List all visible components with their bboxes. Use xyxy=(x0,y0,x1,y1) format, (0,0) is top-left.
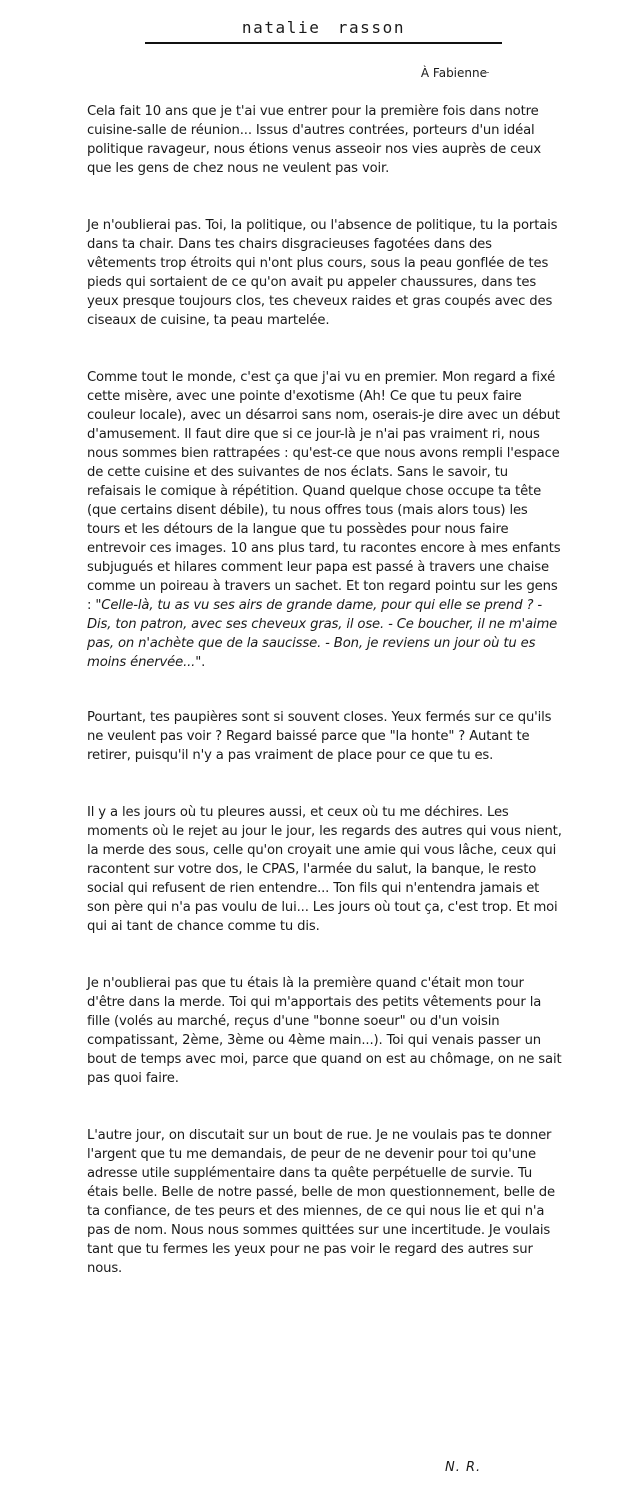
paragraph-7: L'autre jour, on discutait sur un bout de rue. Je ne voulais pas te donner l'argent que tu me demandais, de peur de ne devenir pour toi qu'une adresse utile supplémentaire dans ta quête perpétuelle de survie. Tu étais belle. Belle de notre passé, belle de mon questionnement, belle de ta confiance, de tes peurs et des miennes, de ce qui nous lie et qui n'a pas de nom. Nous nous sommes quittées sur une incertitude. Je voulais tant que tu fermes les yeux pour ne pas voir le regard des autres sur nous. xyxy=(87,1128,555,1276)
paragraph-3-text: Comme tout le monde, c'est ça que j'ai vu en premier. Mon regard a fixé cette misère, avec une pointe d'exotisme (Ah! Ce que tu peux faire couleur locale), avec un désarroi sans nom, oserais-je dire avec un début d'amusement. Il faut dire que si ce jour-là je n'ai pas vraiment ri, nous nous sommes bien rattrapées : qu'est-ce que nous avons rempli l'espace de cette cuisine et des suivantes de nos éclats. Sans le savoir, tu refaisais le comique à répétition. Quand quelque chose occupe ta tête (que certains disent débile), tu nous offres tous (mais alors tous) les tours et les détours de la langue que tu possèdes pour nous faire entrevoir ces images. 10 ans plus tard, tu racontes encore à mes enfants subjugués et hilares comment leur papa est passé à travers une chaise comme un poireau à travers un sachet. Et ton regard pointu sur les gens : xyxy=(87,370,561,613)
header-rule xyxy=(145,42,502,44)
article-body xyxy=(87,102,563,1316)
author-name: natalie rasson xyxy=(241,18,406,37)
dedication-mark xyxy=(483,72,489,73)
signature: N. R. xyxy=(445,1460,482,1475)
paragraph-5: Il y a les jours où tu pleures aussi, et ceux où tu me déchires. Les moments où le rejet au jour le jour, les regards des autres qui vous nient, la merde des sous, celle qu'on croyait une amie qui vous lâche, ceux qui racontent sur votre dos, le CPAS, l'armée du salut, la banque, le resto social qui refusent de rien entendre... Ton fils qui n'entendra jamais et son père qui n'a pas voulu de lui... Les jours où tout ça, c'est trop. Et moi qui ai tant de chance comme tu dis. xyxy=(87,805,562,934)
dedication: À Fabienne xyxy=(420,66,487,80)
paragraph-4: Pourtant, tes paupières sont si souvent closes. Yeux fermés sur ce qu'ils ne veulent pas voir ? Regard baissé parce que "la honte" ? Autant te retirer, puisqu'il n'y a pas vraiment de place pour ce que tu es. xyxy=(87,710,552,763)
paragraph-3-end: . xyxy=(201,655,206,670)
paragraph-1: Cela fait 10 ans que je t'ai vue entrer pour la première fois dans notre cuisine-salle de réunion... Issus d'autres contrées, porteurs d'un idéal politique ravageur, nous étions venus asseoir nos vies auprès de ceux que les gens de chez nous ne veulent pas voir. xyxy=(87,104,542,176)
paragraph-6: Je n'oublierai pas que tu étais là la première quand c'était mon tour d'être dans la merde. Toi qui m'apportais des petits vêtements pour la fille (volés au marché, reçus d'une "bonne soeur" ou d'un voisin compatissant, 2ème, 3ème ou 4ème main...). Toi qui venais passer un bout de temps avec moi, parce que quand on est au chômage, on ne sait pas quoi faire. xyxy=(87,976,562,1086)
paragraph-3-quote: "Celle-là, tu as vu ses airs de grande dame, pour qui elle se prend ? - Dis, ton patron, avec ses cheveux gras, il ose. - Ce boucher, il ne m'aime pas, on n'achète que de la saucisse. - Bon, je reviens un jour où tu es moins énervée..." xyxy=(87,598,558,670)
paragraph-2: Je n'oublierai pas. Toi, la politique, ou l'absence de politique, tu la portais dans ta chair. Dans tes chairs disgracieuses fagotées dans des vêtements trop étroits qui n'ont plus cours, sous la peau gonflée de tes pieds qui sortaient de ce qu'on avait pu appeler chaussures, dans tes yeux presque toujours clos, tes cheveux raides et gras coupés avec des ciseaux de cuisine, ta peau martelée. xyxy=(87,218,558,328)
paragraph-3 xyxy=(87,368,563,672)
